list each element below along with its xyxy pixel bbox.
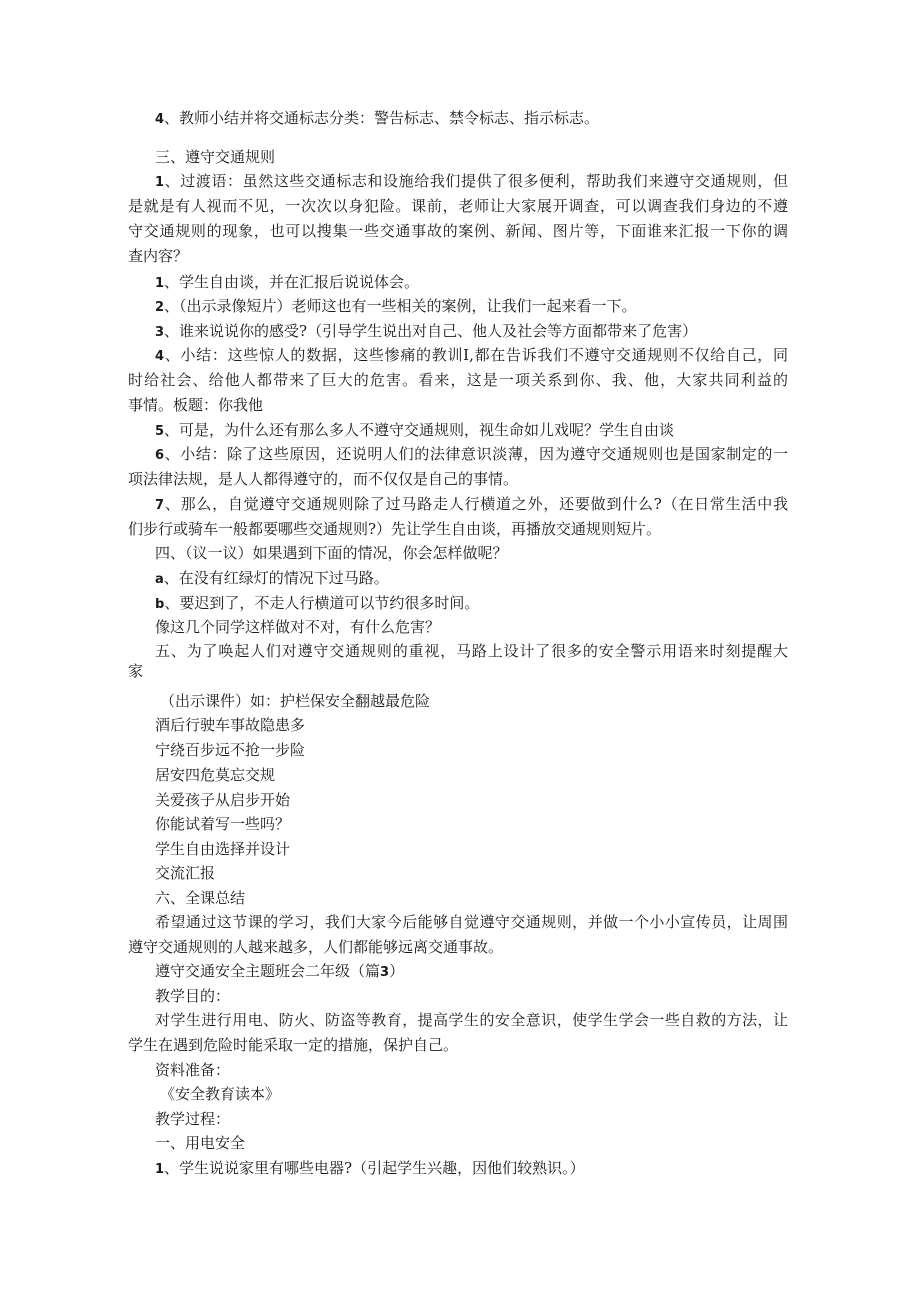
paragraph-transition-line-3 xyxy=(128,218,788,244)
paragraph-text: 、那么，自觉遵守交通规则除了过马路走人行横道之外，还要做到什么?（在日常生活中我 xyxy=(164,495,788,513)
paragraph-transition-line-4 xyxy=(128,243,788,269)
paragraph-text: 宁绕百步远不抢一步险 xyxy=(155,741,306,759)
heading-text: 三、遵守交通规则 xyxy=(155,148,276,166)
paragraph-summary-sign-categories xyxy=(155,105,788,131)
paragraph-line xyxy=(155,1106,788,1132)
paragraph-text: 项法律法规，是人人都得遵守的，而不仅仅是自己的事情。 xyxy=(128,470,519,488)
section-heading-4 xyxy=(155,540,788,566)
paragraph-text: 、过渡语：虽然这些交通标志和设施给我们提供了很多便利，帮助我们来遵守交通规则，但 xyxy=(164,172,788,190)
slogan-item xyxy=(155,737,788,763)
paragraph-transition-line-2 xyxy=(128,193,788,219)
paragraph-summary-line-1 xyxy=(155,909,788,935)
section-heading-1 xyxy=(155,1130,788,1156)
list-item-4-line-1 xyxy=(155,342,788,368)
list-number: 4 xyxy=(155,112,165,127)
paragraph-objective-line-2 xyxy=(128,1032,788,1058)
paragraph-text: 学生自由选择并设计 xyxy=(155,840,291,858)
paragraph-text: 资料准备： xyxy=(155,1061,231,1079)
slogan-item xyxy=(155,787,788,813)
list-number: 2 xyxy=(155,300,165,315)
part-number: 3 xyxy=(380,965,390,980)
paragraph-text: 、在没有红绿灯的情况下过马路。 xyxy=(163,569,389,587)
paragraph-text: 关爱孩子从启步开始 xyxy=(155,791,291,809)
paragraph-text: 酒后行驶车事故隐患多 xyxy=(155,716,306,734)
list-number: 4 xyxy=(155,349,165,364)
list-item-4-line-2 xyxy=(128,367,788,393)
paragraph-text: 是就是有人视而不见，一次次以身犯险。课前，老师让大家展开调查，可以调查我们身边的不遵 xyxy=(128,197,788,215)
heading-text: 一、用电安全 xyxy=(155,1134,246,1152)
paragraph-line xyxy=(155,811,788,837)
list-number: 5 xyxy=(155,424,165,439)
section-heading-3 xyxy=(155,144,788,170)
list-item-4-line-3 xyxy=(128,392,788,418)
paragraph-text: 像这几个同学这样做对不对，有什么危害？ xyxy=(155,618,441,636)
list-item-6-line-1 xyxy=(155,441,788,467)
paragraph-text: 教学过程： xyxy=(155,1110,231,1128)
list-number: 1 xyxy=(155,276,165,291)
paragraph-text: 、（出示录像短片）老师这也有一些相关的案例，让我们一起来看一下。 xyxy=(164,297,637,315)
heading-text: 家 xyxy=(128,662,144,680)
heading-text: 四、（议一议）如果遇到下面的情况，你会怎样做呢？ xyxy=(155,544,508,562)
list-number: 7 xyxy=(155,498,165,513)
list-number: 1 xyxy=(155,175,165,190)
paragraph-line xyxy=(155,983,788,1009)
list-item-3 xyxy=(155,318,788,344)
paragraph-text: 时给社会、给他人都带来了巨大的危害。看来，这是一项关系到你、我、他，大家共同利益的 xyxy=(128,371,788,389)
list-letter: b xyxy=(155,597,165,612)
paragraph-text: 、小结：这些惊人的数据，这些惨痛的教训I,都在告诉我们不遵守交通规则不仅给自己，同 xyxy=(164,346,788,364)
paragraph-text: 《安全教育读本》 xyxy=(160,1085,281,1103)
list-item-1 xyxy=(155,1155,788,1181)
list-item-1 xyxy=(155,269,788,295)
heading-text: 六、全课总结 xyxy=(155,889,246,907)
paragraph-text: （出示课件）如：护栏保安全翻越最危险 xyxy=(160,692,431,710)
paragraph-question xyxy=(155,614,788,640)
paragraph-text: 、谁来说说你的感受?（引导学生说出对自己、他人及社会等方面都带来了危害） xyxy=(164,322,698,340)
list-item-b xyxy=(155,590,788,616)
list-item-a xyxy=(155,565,788,591)
paragraph-line xyxy=(155,860,788,886)
section-title-part-3 xyxy=(155,958,788,984)
paragraph-text: 对学生进行用电、防火、防盗等教育，提高学生的安全意识，使学生学会一些自救的方法，让 xyxy=(155,1011,788,1029)
list-item-7-line-1 xyxy=(155,491,788,517)
paragraph-text: 们步行或骑车一般都要哪些交通规则?）先让学生自由谈，再播放交通规则短片。 xyxy=(128,520,662,538)
slogan-item xyxy=(155,712,788,738)
paragraph-text: 你能试着写一些吗？ xyxy=(155,815,291,833)
slogan-item xyxy=(155,762,788,788)
paragraph-text: 、学生自由谈，并在汇报后说说体会。 xyxy=(164,273,420,291)
paragraph-text: 、学生说说家里有哪些电器?（引起学生兴趣，因他们较熟识。） xyxy=(164,1159,585,1177)
paragraph-text: 查内容？ xyxy=(128,247,189,265)
paragraph-text: 、教师小结并将交通标志分类：警告标志、禁令标志、指示标志。 xyxy=(164,109,600,127)
paragraph-text: 、要迟到了，不走人行横道可以节约很多时间。 xyxy=(164,594,480,612)
list-number: 3 xyxy=(155,325,165,340)
list-letter: a xyxy=(155,572,164,587)
paragraph-text: 、小结：除了这些原因，还说明人们的法律意识淡薄，因为遵守交通规则也是国家制定的一 xyxy=(164,445,788,463)
list-item-2 xyxy=(155,293,788,319)
paragraph-text: 、可是，为什么还有那么多人不遵守交通规则，视生命如儿戏呢？学生自由谈 xyxy=(164,421,675,439)
list-number: 6 xyxy=(155,448,165,463)
paragraph-slogan-intro xyxy=(160,688,788,714)
paragraph-objective-line-1 xyxy=(155,1007,788,1033)
paragraph-summary-line-2 xyxy=(128,934,788,960)
list-item-6-line-2 xyxy=(128,466,788,492)
list-item-5 xyxy=(155,417,788,443)
paragraph-line xyxy=(160,1081,788,1107)
paragraph-text: 遵守交通规则的人越来越多，人们都能够远离交通事故。 xyxy=(128,938,504,956)
heading-text: 五、为了唤起人们对遵守交通规则的重视，马路上设计了很多的安全警示用语来时刻提醒大 xyxy=(155,642,788,660)
paragraph-text: 学生在遇到危险时能采取一定的措施，保护自己。 xyxy=(128,1036,459,1054)
paragraph-line xyxy=(155,836,788,862)
paragraph-text: 守交通规则的现象，也可以搜集一些交通事故的案例、新闻、图片等，下面谁来汇报一下你的调 xyxy=(128,222,788,240)
section-heading-6 xyxy=(155,885,788,911)
heading-text-end: ） xyxy=(389,962,405,980)
paragraph-text: 希望通过这节课的学习，我们大家今后能够自觉遵守交通规则，并做一个小小宣传员，让周围 xyxy=(155,913,788,931)
paragraph-text: 居安四危莫忘交规 xyxy=(155,766,276,784)
section-heading-5-line-2 xyxy=(128,658,788,684)
paragraph-line xyxy=(155,1057,788,1083)
paragraph-transition-line-1 xyxy=(155,168,788,194)
paragraph-text: 事情。板题：你我他 xyxy=(128,396,264,414)
list-number: 1 xyxy=(155,1162,165,1177)
paragraph-text: 教学目的： xyxy=(155,987,231,1005)
list-item-7-line-2 xyxy=(128,516,788,542)
heading-text: 遵守交通安全主题班会二年级（篇 xyxy=(155,962,381,980)
paragraph-text: 交流汇报 xyxy=(155,864,216,882)
